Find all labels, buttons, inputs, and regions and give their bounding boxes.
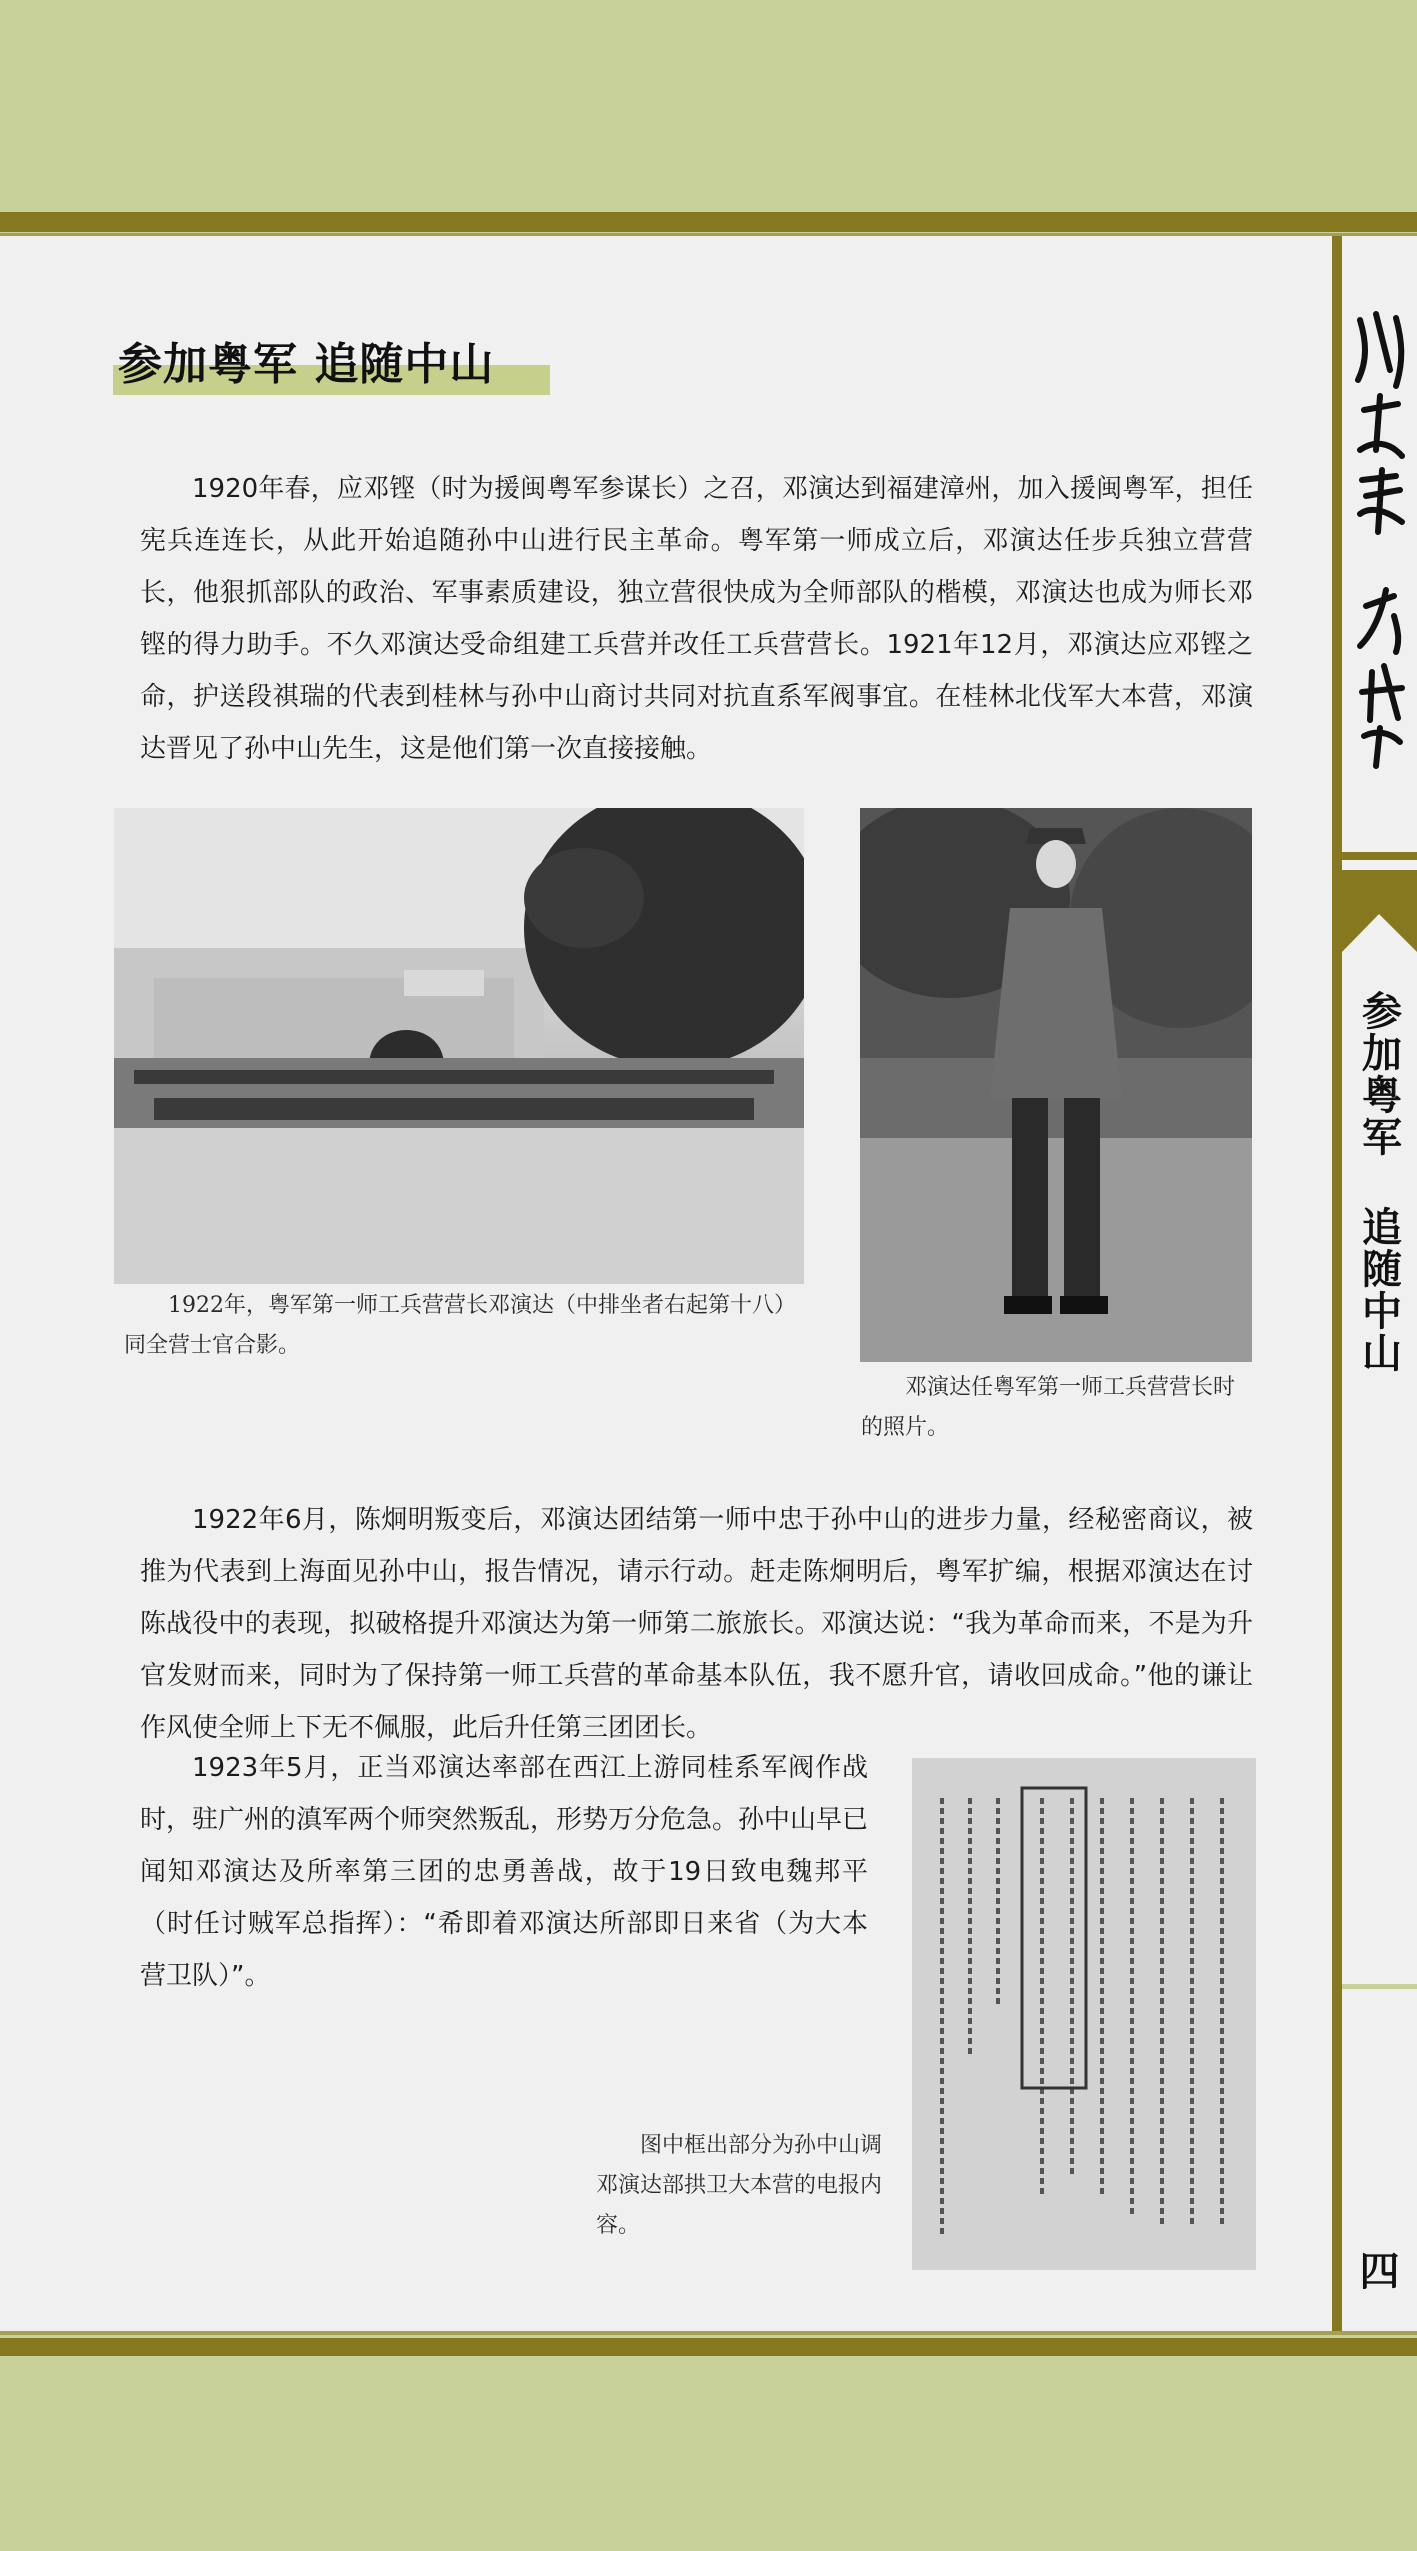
group-photo-caption: 1922年，粤军第一师工兵营营长邓演达（中排坐者右起第十八）同全营士官合影。 (124, 1293, 796, 1358)
bottom-band (0, 2356, 1417, 2551)
side-rule-lower (1342, 1984, 1417, 1989)
bottom-rule-thin (0, 2331, 1417, 2335)
side-rule-upper (1342, 852, 1417, 860)
portrait-caption: 邓演达任粤军第一师工兵营营长时的照片。 (861, 1375, 1236, 1440)
paragraph-1923: 1923年5月，正当邓演达率部在西江上游同桂系军阀作战时，驻广州的滇军两个师突然叛乱，形势万分危急。孙中山早已闻知邓演达及所率第三团的忠勇善战，故于19日致电魏邦平（时任讨贼军总指挥）：“希即着邓演达所部即日来省（为大本营卫队）”。 (140, 1753, 869, 1991)
side-tab-notch-icon (1342, 900, 1417, 952)
telegram-document-image (912, 1758, 1256, 2270)
page-number: 四 (1359, 2249, 1400, 2295)
paragraph-1922: 1922年6月，陈炯明叛变后，邓演达团结第一师中忠于孙中山的进步力量，经秘密商议，被推为代表到上海面见孙中山，报告情况，请示行动。赶走陈炯明后，粤军扩编，根据邓演达在讨陈战役中的表现，拟破格提升邓演达为第一师第二旅旅长。邓演达说：“我为革命而来，不是为升官发财而来，同时为了保持第一师工兵营的革命基本队伍，我不愿升官，请收回成命。”他的谦让作风使全师上下无不佩服，此后升任第三团团长。 (140, 1505, 1253, 1743)
top-rule-thick (0, 212, 1417, 232)
telegram-document (912, 1758, 1256, 2270)
bottom-rule-thick (0, 2338, 1417, 2356)
group-photo-image (114, 808, 804, 1284)
paragraph-1920: 1920年春，应邓铿（时为援闽粤军参谋长）之召，邓演达到福建漳州，加入援闽粤军，担任宪兵连连长，从此开始追随孙中山进行民主革命。粤军第一师成立后，邓演达任步兵独立营营长，他狠抓部队的政治、军事素质建设，独立营很快成为全师部队的楷模，邓演达也成为师长邓铿的得力助手。不久邓演达受命组建工兵营并改任工兵营营长。1921年12月，邓演达应邓铿之命，护送段祺瑞的代表到桂林与孙中山商讨共同对抗直系军阀事宜。在桂林北伐军大本营，邓演达晋见了孙中山先生，这是他们第一次直接接触。 (140, 474, 1253, 764)
side-divider (1332, 236, 1342, 2331)
calligraphy-inscription-icon (1346, 300, 1412, 770)
side-section-title: 参加粤军 追随中山 (1355, 990, 1402, 1374)
telegram-caption: 图中框出部分为孙中山调邓演达部拱卫大本营的电报内容。 (596, 2133, 883, 2238)
top-band (0, 0, 1417, 212)
page-title: 参加粤军 追随中山 (118, 339, 495, 390)
portrait-photo (860, 808, 1252, 1362)
portrait-photo-image (860, 808, 1252, 1362)
group-photo (114, 808, 804, 1284)
